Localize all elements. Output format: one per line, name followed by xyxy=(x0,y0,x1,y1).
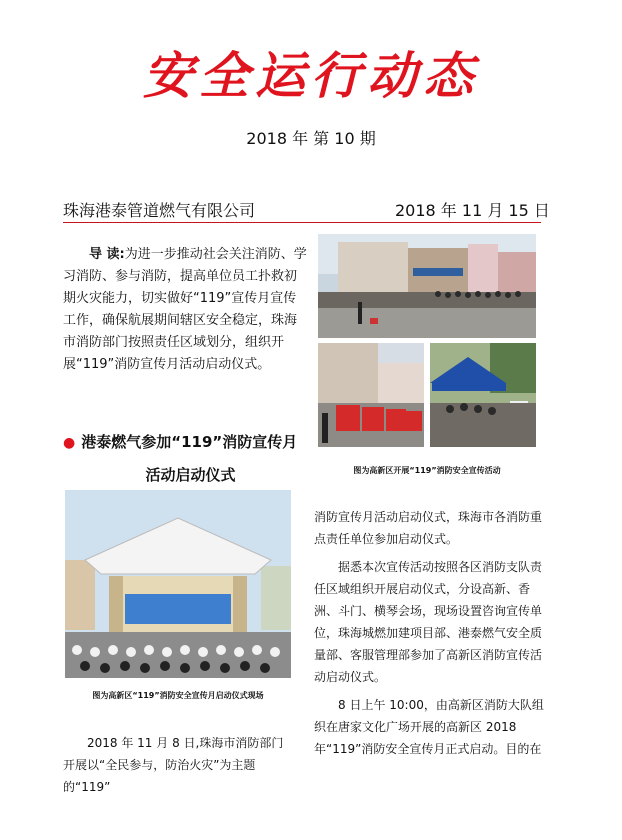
company-name: 珠海港泰管道燃气有限公司 xyxy=(63,201,256,220)
body-left-column xyxy=(63,732,291,798)
section-title-line2: 活动启动仪式 xyxy=(145,466,236,484)
bullet-icon: ● xyxy=(63,435,76,451)
body-paragraph: 8 日上午 10:00，由高新区消防大队组织在唐家文化广场开展的高新区 2018 年“119”消防安全宣传月正式启动。目的在 xyxy=(314,698,544,756)
masthead-title: 安全运行动态 xyxy=(143,46,479,105)
photo-blue-tent-booth xyxy=(430,343,536,447)
caption-right-photos: 图为高新区开展“119”消防安全宣传活动 xyxy=(353,466,501,475)
body-paragraph-continued: 消防宣传月活动启动仪式，珠海市各消防重点责任单位参加启动仪式。 xyxy=(314,510,543,546)
lead-text: 为进一步推动社会关注消防、学习消防、参与消防，提高单位员工扑救初期火灾能力，切实做好“119”宣传月宣传工作，确保航展期间辖区安全稳定，珠海市消防部门按照责任区域划分，组织开展“119”消防宣传月活动启动仪式。 xyxy=(63,247,307,372)
caption-left-photo: 图为高新区“119”消防安全宣传月启动仪式现场 xyxy=(92,691,264,700)
section-title-line1: 港泰燃气参加“119”消防宣传月 xyxy=(81,433,298,451)
issue-number: 2018 年 第 10 期 xyxy=(246,129,376,148)
publish-date: 2018 年 11 月 15 日 xyxy=(395,201,550,220)
photo-fire-trucks xyxy=(318,343,424,447)
body-right-column xyxy=(314,506,544,766)
lead-label: 导 读: xyxy=(89,247,125,262)
lead-paragraph xyxy=(63,244,308,376)
body-paragraph: 据悉本次宣传活动按照各区消防支队责任区域组织开展启动仪式，分设高新、香洲、斗门、横琴会场，现场设置咨询宣传单位，珠海城燃加建项目部、港泰燃气安全质量部、客服管理部参加了高新区消防宣传活动启动仪式。 xyxy=(314,560,543,684)
header-divider xyxy=(63,222,541,223)
photo-street-event xyxy=(318,234,536,338)
body-paragraph: 2018 年 11 月 8 日,珠海市消防部门开展以“全民参与，防治火灾”为主题的“119” xyxy=(63,736,284,794)
photo-ceremony-stage xyxy=(65,490,291,678)
section-heading xyxy=(63,426,308,491)
